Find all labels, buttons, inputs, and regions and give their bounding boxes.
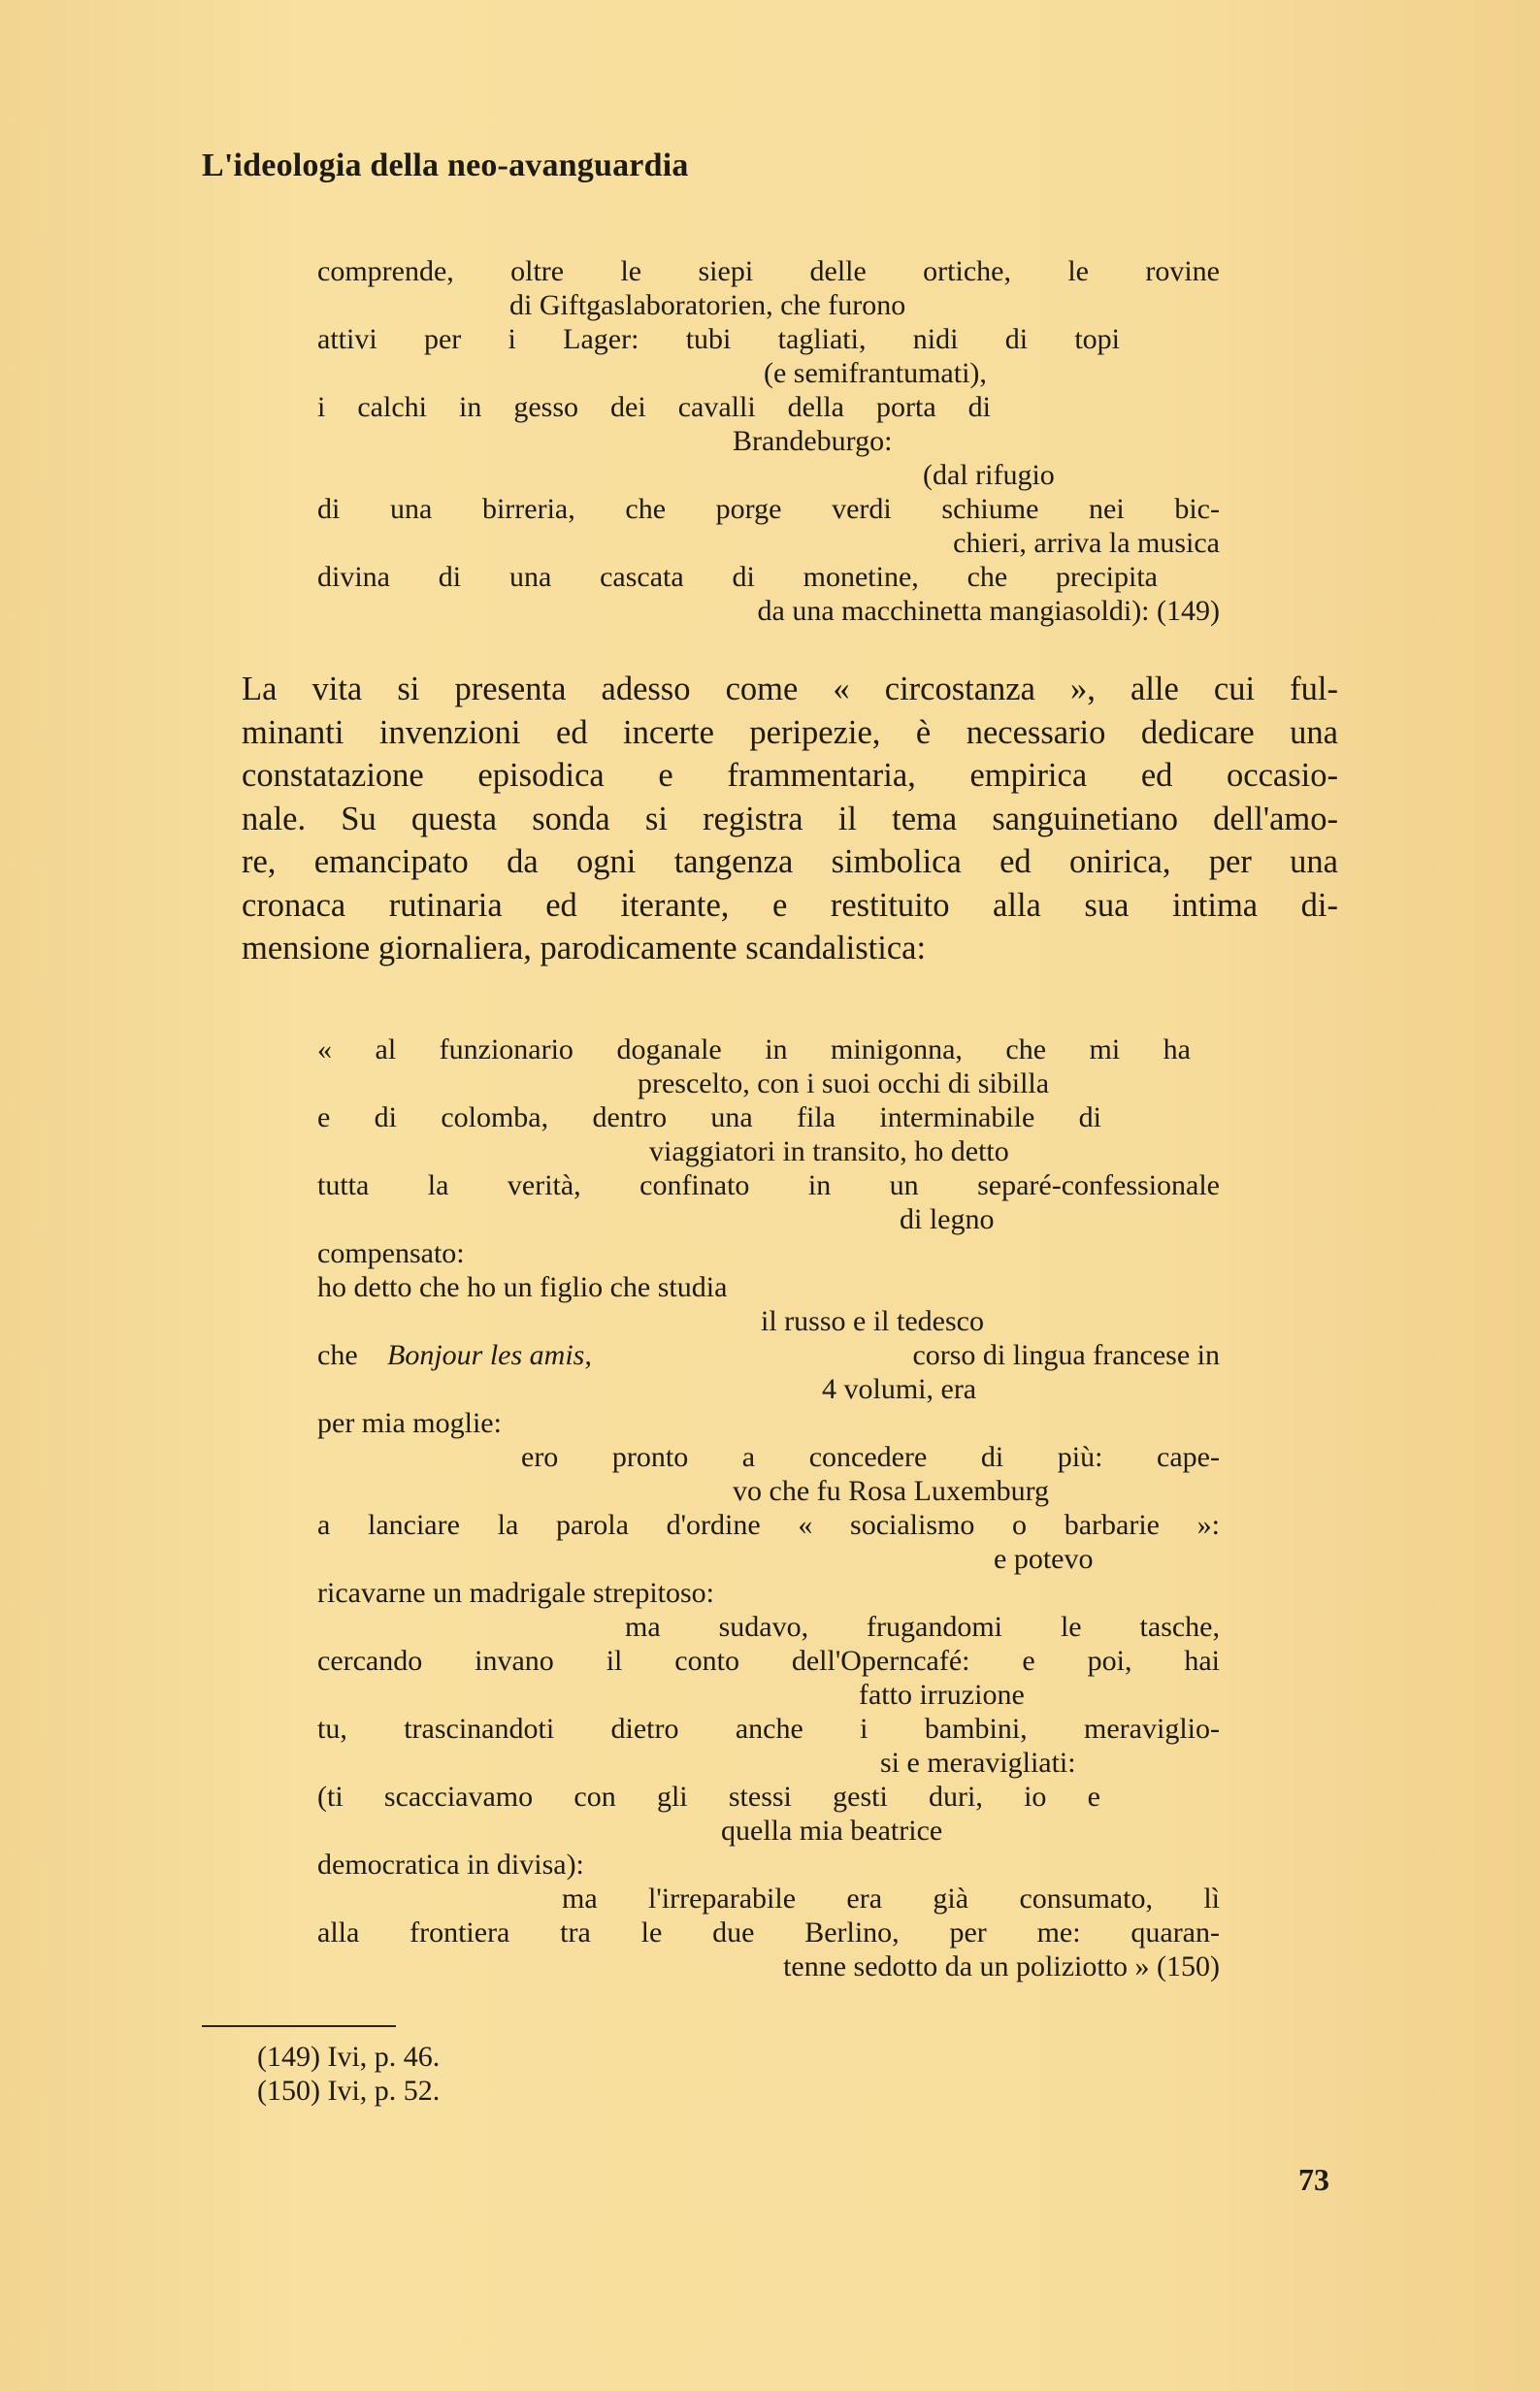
verse-line: i calchi in gesso dei cavalli della porta di: [317, 391, 991, 423]
verse-word: che: [317, 1339, 358, 1371]
verse-line: per mia moglie:: [317, 1407, 502, 1439]
verse-line: a lanciare la parola d'ordine « socialismo o barbarie »:: [317, 1509, 1220, 1541]
verse-line: di Giftgaslaboratorien, che furono: [509, 289, 906, 321]
verse-line: di una birreria, che porge verdi schiume nei bic-: [317, 493, 1220, 525]
paragraph-line: constatazione episodica e frammentaria, empirica ed occasio-: [242, 757, 1338, 794]
footnotes: [257, 2040, 440, 2108]
paragraph-line: mensione giornaliera, parodicamente scandalistica:: [242, 930, 927, 966]
verse-line: e potevo: [994, 1543, 1094, 1575]
verse-line: ho detto che ho un figlio che studia: [317, 1271, 728, 1303]
body-paragraph: [242, 668, 1338, 970]
verse-line: tenne sedotto da un poliziotto » (150): [783, 1950, 1220, 1982]
verse-line: fatto irruzione: [859, 1679, 1025, 1711]
verse-line: attivi per i Lager: tubi tagliati, nidi di topi: [317, 323, 1120, 355]
paragraph-line: La vita si presenta adesso come « circostanza », alle cui ful-: [242, 671, 1338, 707]
verse-line: (ti scacciavamo con gli stessi gesti duri, io e: [317, 1781, 1100, 1813]
footnote: (150) Ivi, p. 52.: [257, 2075, 441, 2107]
verse-line: (e semifrantumati),: [764, 357, 987, 389]
italic-title: [387, 1338, 592, 1372]
paragraph-line: minanti invenzioni ed incerte peripezie, è necessario dedicare una: [242, 713, 1338, 751]
verse-line: (dal rifugio: [923, 459, 1055, 491]
verse-line: alla frontiera tra le due Berlino, per me: quaran-: [317, 1916, 1220, 1949]
verse-line: chieri, arriva la musica: [953, 527, 1220, 559]
verse-line: quella mia beatrice: [721, 1815, 943, 1847]
verse-line: ricavarne un madrigale strepitoso:: [317, 1577, 715, 1609]
footnote: (149) Ivi, p. 46.: [257, 2041, 441, 2073]
paragraph-line: re, emancipato da ogni tangenza simbolica ed onirica, per una: [242, 843, 1338, 880]
verse-line: viaggiatori in transito, ho detto: [649, 1135, 1009, 1167]
verse-line-mixed: [317, 1338, 1220, 1372]
verse-line: divina di una cascata di monetine, che precipita: [317, 561, 1158, 593]
verse-line: tu, trascinandoti dietro anche i bambini, meraviglio-: [317, 1713, 1220, 1745]
verse-line: 4 volumi, era: [822, 1373, 977, 1405]
page-number: 73: [1298, 2162, 1329, 2197]
italic-title-text: Bonjour les amis,: [387, 1339, 592, 1371]
verse-line: il russo e il tedesco: [761, 1305, 984, 1337]
verse-line: ero pronto a concedere di più: cape-: [521, 1441, 1220, 1473]
verse-line: « al funzionario doganale in minigonna, che mi ha: [317, 1033, 1191, 1065]
verse-quotation-1: [317, 254, 1220, 628]
verse-line: ma sudavo, frugandomi le tasche,: [625, 1611, 1220, 1643]
verse-line: di legno: [900, 1203, 995, 1235]
running-head: L'ideologia della neo-avanguardia: [202, 147, 689, 183]
verse-line: comprende, oltre le siepi delle ortiche, le rovine: [317, 255, 1220, 287]
verse-line: compensato:: [317, 1237, 465, 1269]
verse-line: e di colomba, dentro una fila interminabile di: [317, 1101, 1101, 1133]
verse-line: si e meravigliati:: [880, 1747, 1076, 1779]
verse-line: democratica in divisa):: [317, 1849, 584, 1881]
verse-line: da una macchinetta mangiasoldi): (149): [757, 595, 1220, 627]
verse-line: tutta la verità, confinato in un separé-confessionale: [317, 1169, 1220, 1201]
verse-line: cercando invano il conto dell'Operncafé: e poi, hai: [317, 1645, 1220, 1677]
footnote-rule: [202, 2025, 396, 2027]
verse-line: vo che fu Rosa Luxemburg: [733, 1475, 1050, 1507]
paragraph-line: nale. Su questa sonda si registra il tema sanguinetiano dell'amo-: [242, 800, 1338, 837]
verse-line: Brandeburgo:: [733, 425, 893, 457]
verse-line: prescelto, con i suoi occhi di sibilla: [638, 1067, 1050, 1099]
paragraph-line: cronaca rutinaria ed iterante, e restituito alla sua intima di-: [242, 886, 1338, 924]
verse-quotation-2: [317, 1032, 1220, 1983]
verse-line: ma l'irreparabile era già consumato, lì: [562, 1883, 1220, 1915]
verse-word: corso di lingua francese in: [912, 1339, 1220, 1371]
